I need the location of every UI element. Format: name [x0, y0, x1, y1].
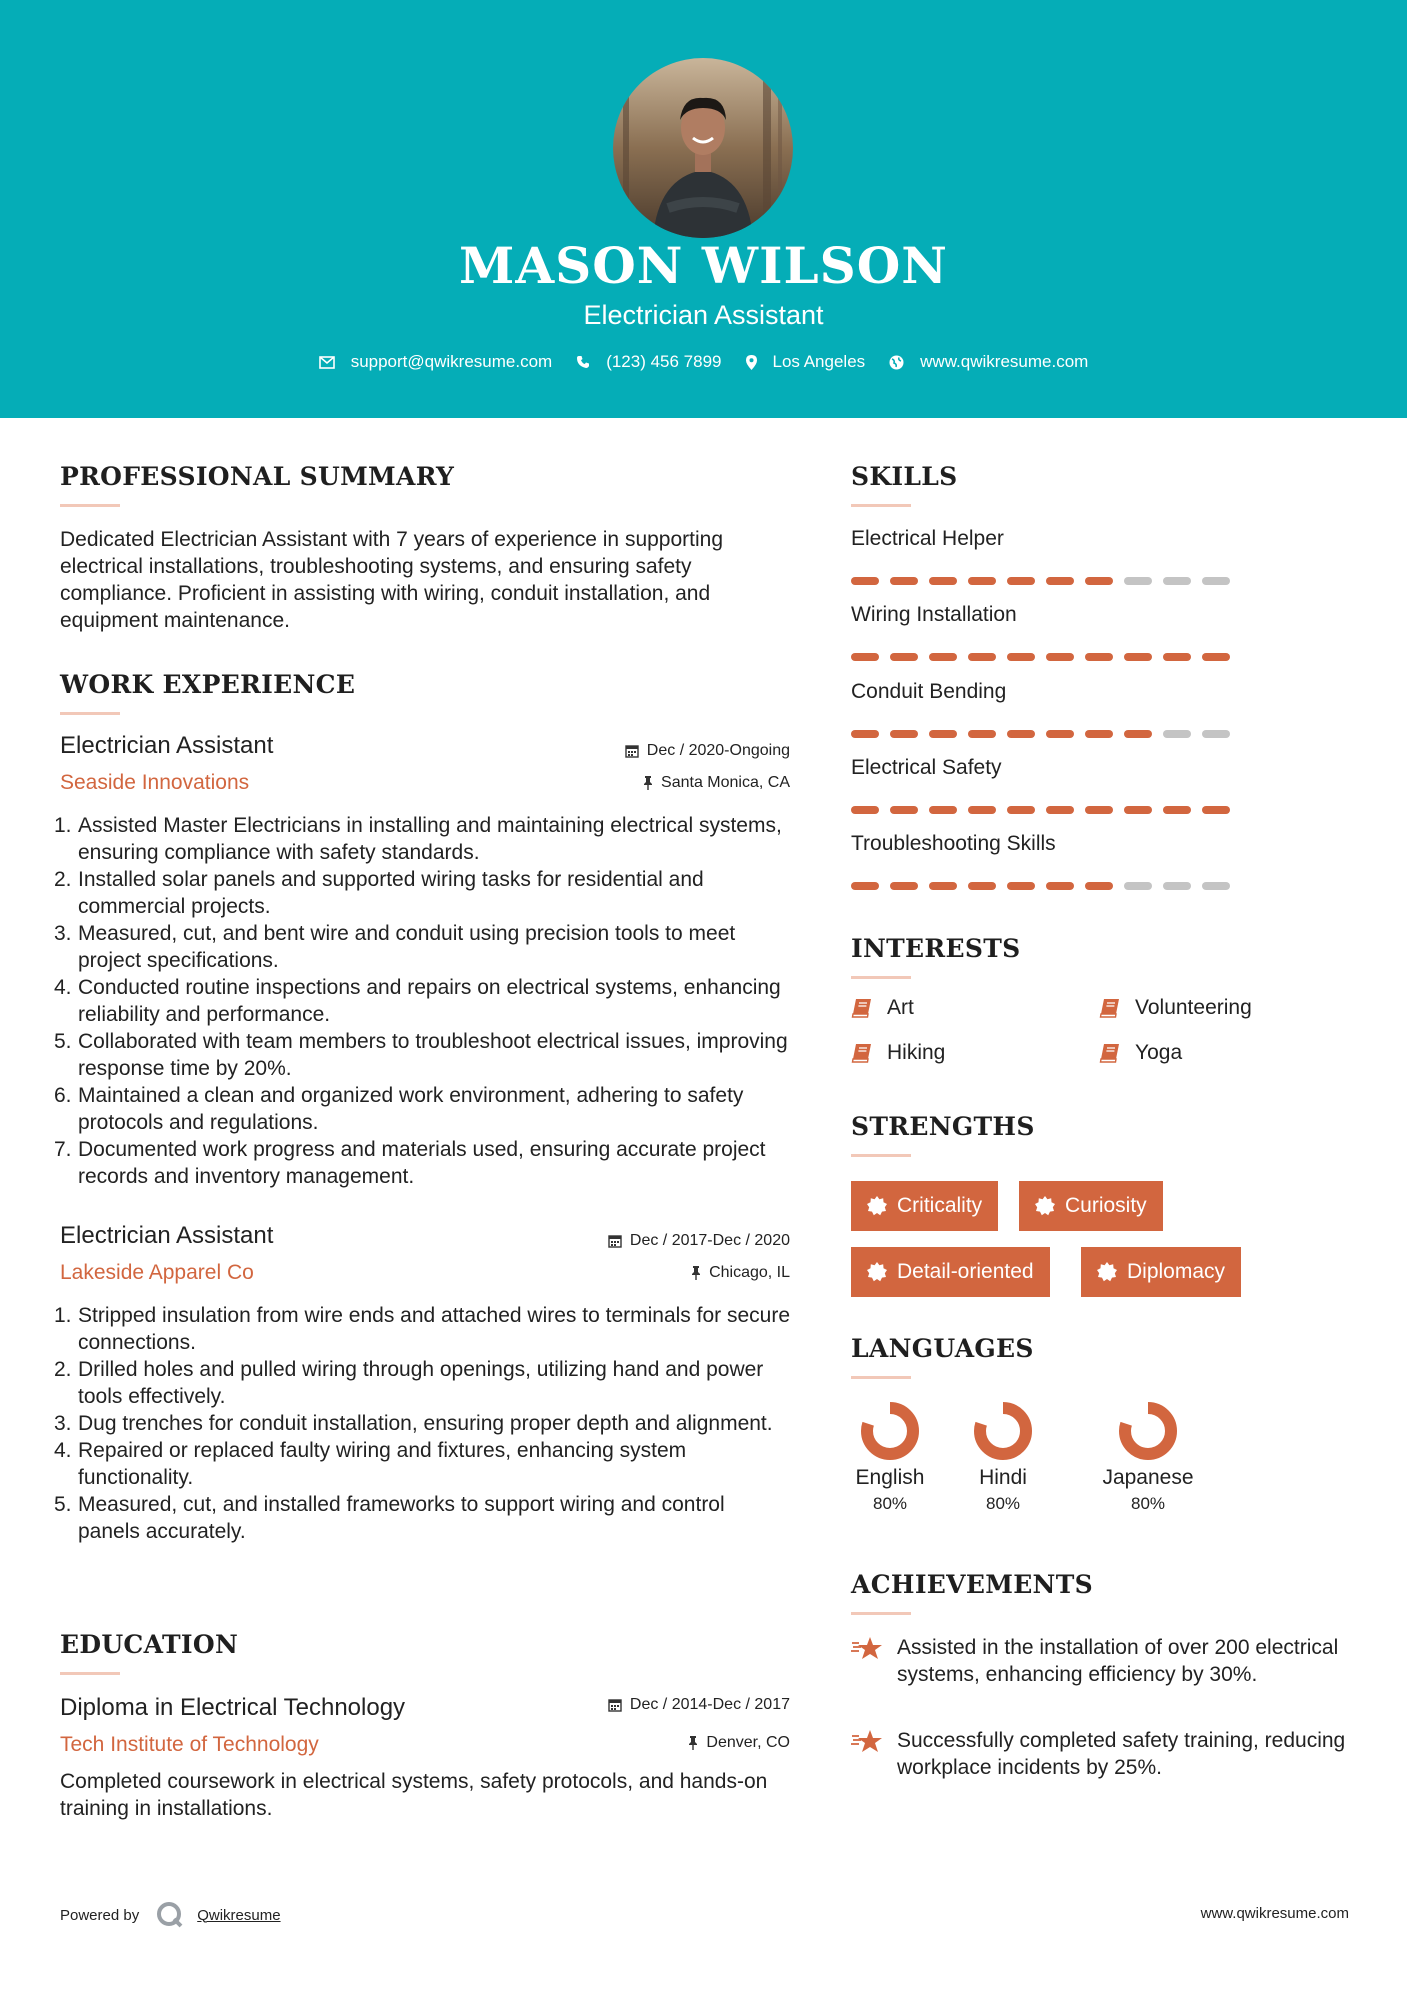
- education-school: Tech Institute of Technology: [60, 1733, 319, 1756]
- qwikresume-logo-icon: [155, 1900, 185, 1930]
- pushpin-icon: [643, 776, 653, 790]
- skill-dot-filled: [1202, 806, 1230, 814]
- summary-heading-underline: [60, 504, 120, 507]
- skill-dot-filled: [1085, 806, 1113, 814]
- language-percent: 80%: [1130, 1494, 1166, 1513]
- star-icon: [851, 1729, 883, 1781]
- star-icon: [851, 1636, 883, 1688]
- list-item: 1. Assisted Master Electricians in installing and maintaining electrical systems, ensuring compliance with safety standards.: [54, 814, 782, 864]
- skill-dot-empty: [1202, 730, 1230, 738]
- skill-dot-filled: [1124, 730, 1152, 738]
- skill-dot-filled: [851, 806, 879, 814]
- contact-location: [746, 352, 866, 372]
- list-item: 2. Installed solar panels and supported wiring tasks for residential and commercial projects.: [54, 868, 704, 918]
- skill-dot-filled: [1202, 653, 1230, 661]
- contact-website[interactable]: [889, 352, 1088, 372]
- interest-item: Art: [851, 996, 914, 1020]
- book-icon: [1099, 998, 1121, 1018]
- skill-dot-filled: [890, 806, 918, 814]
- language-item: [948, 1400, 1058, 1514]
- strength-chip: Diplomacy: [1081, 1247, 1241, 1297]
- skill-dot-filled: [1085, 577, 1113, 585]
- book-icon: [1099, 1043, 1121, 1063]
- calendar-icon: [608, 1234, 622, 1248]
- skill-dot-filled: [1124, 806, 1152, 814]
- skill-dot-filled: [1007, 653, 1035, 661]
- education-description: Completed coursework in electrical systems, safety protocols, and hands-on training in installations.: [60, 1770, 768, 1820]
- skill-dot-filled: [968, 882, 996, 890]
- list-item: 5. Collaborated with team members to troubleshoot electrical issues, improving response time by 20%.: [54, 1030, 788, 1080]
- skill-dot-empty: [1202, 577, 1230, 585]
- phone-icon: [576, 355, 590, 369]
- languages-heading-underline: [851, 1376, 911, 1379]
- contact-phone-text: (123) 456 7899: [606, 352, 722, 371]
- skill-dot-filled: [851, 730, 879, 738]
- list-item: 7. Documented work progress and materials used, ensuring accurate project records and inventory management.: [54, 1138, 766, 1188]
- skill-dot-filled: [851, 653, 879, 661]
- skill-dot-filled: [1163, 806, 1191, 814]
- education-location-text: Denver, CO: [706, 1734, 790, 1751]
- language-name: Hindi: [979, 1466, 1027, 1489]
- badge-icon: [1035, 1196, 1055, 1216]
- skill-level-bar: [851, 806, 1241, 814]
- interest-item: Yoga: [1099, 1041, 1182, 1065]
- job-2-bullets: [54, 1302, 791, 1545]
- job-1-bullets: [54, 812, 790, 1190]
- skill-dot-filled: [890, 653, 918, 661]
- skill-dot-filled: [1007, 730, 1035, 738]
- skill-dot-empty: [1124, 577, 1152, 585]
- interests-heading: INTERESTS: [851, 934, 1021, 963]
- skill-dot-filled: [929, 653, 957, 661]
- skill-dot-filled: [968, 806, 996, 814]
- education-heading: EDUCATION: [60, 1630, 239, 1659]
- language-ring-arc: [867, 1408, 913, 1454]
- skill-dot-empty: [1163, 577, 1191, 585]
- badge-icon: [867, 1196, 887, 1216]
- summary-text: Dedicated Electrician Assistant with 7 years of experience in supporting electrical installations, troubleshooting systems, and ensuring safety compliance. Proficient in assisting with wiring, conduit installation, and equipment maintenance.: [60, 528, 724, 632]
- skill-dot-filled: [890, 882, 918, 890]
- interests-heading-underline: [851, 976, 911, 979]
- badge-icon: [867, 1262, 887, 1282]
- language-item: [1093, 1400, 1203, 1514]
- language-ring: [1117, 1400, 1179, 1462]
- education-date: [608, 1696, 790, 1714]
- header-banner: [0, 0, 1407, 418]
- list-item: 5. Measured, cut, and installed frameworks to support wiring and control panels accurately.: [54, 1493, 725, 1543]
- skill-level-bar: [851, 730, 1241, 738]
- achievements-heading-underline: [851, 1612, 911, 1615]
- job-1-date: [625, 742, 790, 760]
- job-1-date-text: Dec / 2020-Ongoing: [646, 742, 790, 759]
- skill-dot-filled: [1007, 806, 1035, 814]
- skills-heading: SKILLS: [851, 462, 958, 491]
- language-ring-arc: [1125, 1408, 1171, 1454]
- education-degree: Diploma in Electrical Technology: [60, 1694, 406, 1721]
- strengths-heading-underline: [851, 1154, 911, 1157]
- job-1-location: [643, 774, 790, 792]
- language-name: English: [855, 1466, 925, 1489]
- pushpin-icon: [691, 1266, 701, 1280]
- skill-dot-empty: [1202, 882, 1230, 890]
- candidate-name: MASON WILSON: [459, 236, 948, 295]
- footer-powered-by: [60, 1900, 281, 1930]
- interest-item: Hiking: [851, 1041, 945, 1065]
- skill-dot-filled: [890, 730, 918, 738]
- skill-name: Wiring Installation: [851, 603, 1017, 626]
- education-date-text: Dec / 2014-Dec / 2017: [629, 1696, 790, 1713]
- job-2-location-text: Chicago, IL: [709, 1264, 790, 1281]
- skill-dot-filled: [851, 882, 879, 890]
- experience-heading: WORK EXPERIENCE: [60, 670, 356, 699]
- job-2-location: [691, 1264, 790, 1282]
- job-2-date-text: Dec / 2017-Dec / 2020: [629, 1232, 790, 1249]
- job-1-company: Seaside Innovations: [60, 771, 250, 794]
- skill-dot-filled: [1163, 653, 1191, 661]
- job-2-company: Lakeside Apparel Co: [60, 1261, 254, 1284]
- skill-dot-filled: [1046, 882, 1074, 890]
- contact-location-text: Los Angeles: [772, 352, 866, 371]
- contact-bar: [0, 352, 1407, 372]
- skill-dot-filled: [890, 577, 918, 585]
- skill-dot-filled: [929, 882, 957, 890]
- skill-dot-empty: [1163, 882, 1191, 890]
- skill-dot-empty: [1163, 730, 1191, 738]
- location-pin-icon: [746, 355, 757, 370]
- skill-dot-filled: [1046, 577, 1074, 585]
- skill-dot-filled: [1007, 577, 1035, 585]
- list-item: 4. Conducted routine inspections and repairs on electrical systems, enhancing reliability and performance.: [54, 976, 781, 1026]
- strength-chip: Curiosity: [1019, 1181, 1163, 1231]
- envelope-icon: [319, 356, 335, 369]
- language-name: Japanese: [1102, 1466, 1194, 1489]
- education-location: [688, 1734, 790, 1752]
- language-percent: 80%: [872, 1494, 908, 1513]
- achievement-item: Successfully completed safety training, reducing workplace incidents by 25%.: [851, 1727, 1361, 1781]
- skill-dot-filled: [1085, 882, 1113, 890]
- skill-dot-filled: [1124, 653, 1152, 661]
- skill-dot-filled: [968, 653, 996, 661]
- language-ring: [972, 1400, 1034, 1462]
- strengths-heading: STRENGTHS: [851, 1112, 1035, 1141]
- contact-phone[interactable]: [576, 352, 721, 372]
- strength-chip: Criticality: [851, 1181, 998, 1231]
- list-item: 6. Maintained a clean and organized work environment, adhering to safety protocols and regulations.: [54, 1084, 744, 1134]
- languages-heading: LANGUAGES: [851, 1334, 1034, 1363]
- job-2-date: [608, 1232, 790, 1250]
- contact-website-text: www.qwikresume.com: [920, 352, 1089, 371]
- strength-chip: Detail-oriented: [851, 1247, 1050, 1297]
- skill-dot-filled: [929, 577, 957, 585]
- skill-dot-filled: [1085, 730, 1113, 738]
- job-1-title: Electrician Assistant: [60, 732, 274, 759]
- skill-dot-empty: [1124, 882, 1152, 890]
- skill-name: Troubleshooting Skills: [851, 832, 1056, 855]
- skill-dot-filled: [1046, 730, 1074, 738]
- list-item: 2. Drilled holes and pulled wiring through openings, utilizing hand and power tools effectively.: [54, 1358, 764, 1408]
- list-item: 1. Stripped insulation from wire ends and attached wires to terminals for secure connections.: [54, 1304, 791, 1354]
- skill-level-bar: [851, 653, 1241, 661]
- list-item: 4. Repaired or replaced faulty wiring and fixtures, enhancing system functionality.: [54, 1439, 687, 1489]
- candidate-title: Electrician Assistant: [583, 300, 824, 330]
- pushpin-icon: [688, 1736, 698, 1750]
- powered-by-label: Powered by: [60, 1906, 140, 1924]
- contact-email-text: support@qwikresume.com: [350, 352, 553, 371]
- language-ring-arc: [980, 1408, 1026, 1454]
- achievement-item: Assisted in the installation of over 200 electrical systems, enhancing efficiency by 30%.: [851, 1634, 1361, 1688]
- profile-photo: [613, 58, 793, 238]
- contact-email[interactable]: [319, 352, 553, 372]
- skill-dot-filled: [929, 730, 957, 738]
- footer-website[interactable]: www.qwikresume.com: [1200, 1905, 1349, 1922]
- skill-dot-filled: [1007, 882, 1035, 890]
- skill-name: Conduit Bending: [851, 680, 1007, 703]
- book-icon: [851, 1043, 873, 1063]
- experience-heading-underline: [60, 712, 120, 715]
- skill-dot-filled: [1085, 653, 1113, 661]
- skill-dot-filled: [851, 577, 879, 585]
- education-heading-underline: [60, 1672, 120, 1675]
- skill-dot-filled: [968, 730, 996, 738]
- globe-icon: [889, 355, 904, 370]
- qwikresume-link[interactable]: Qwikresume: [197, 1906, 281, 1924]
- skill-name: Electrical Helper: [851, 527, 1004, 550]
- job-2-title: Electrician Assistant: [60, 1222, 274, 1249]
- skills-heading-underline: [851, 504, 911, 507]
- skill-dot-filled: [1046, 653, 1074, 661]
- list-item: 3. Measured, cut, and bent wire and conduit using precision tools to meet project specifications.: [54, 922, 736, 972]
- skill-level-bar: [851, 882, 1241, 890]
- badge-icon: [1097, 1262, 1117, 1282]
- skill-dot-filled: [1046, 806, 1074, 814]
- achievements-heading: ACHIEVEMENTS: [851, 1570, 1093, 1599]
- language-ring: [859, 1400, 921, 1462]
- summary-heading: PROFESSIONAL SUMMARY: [60, 462, 455, 491]
- skill-level-bar: [851, 577, 1241, 585]
- language-item: [835, 1400, 945, 1514]
- language-percent: 80%: [985, 1494, 1021, 1513]
- skill-dot-filled: [929, 806, 957, 814]
- skill-dot-filled: [968, 577, 996, 585]
- job-1-location-text: Santa Monica, CA: [661, 774, 790, 791]
- book-icon: [851, 998, 873, 1018]
- skill-name: Electrical Safety: [851, 756, 1002, 779]
- list-item: 3. Dug trenches for conduit installation, ensuring proper depth and alignment.: [54, 1412, 773, 1435]
- calendar-icon: [608, 1698, 622, 1712]
- interest-item: Volunteering: [1099, 996, 1252, 1020]
- calendar-icon: [625, 744, 639, 758]
